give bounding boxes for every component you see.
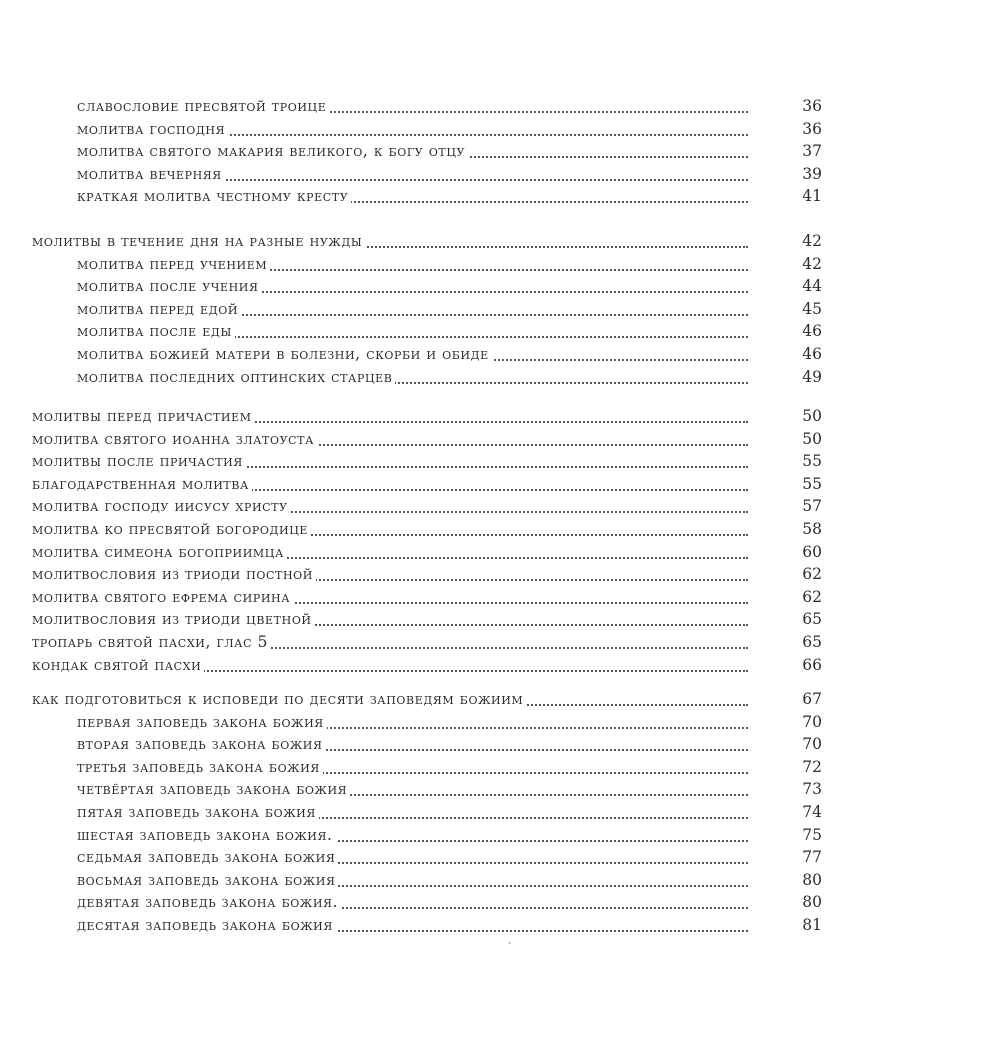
toc-page-number: 70 — [802, 713, 822, 731]
toc-page-number: 65 — [802, 633, 822, 651]
toc-entry — [0, 276, 1000, 298]
toc-entry-title: четвёртая заповедь закона божия — [77, 779, 350, 799]
toc-entry — [0, 496, 1000, 518]
toc-entry — [0, 254, 1000, 276]
toc-page-number: 72 — [802, 758, 822, 776]
toc-entry-title: молитва вечерняя — [77, 164, 225, 184]
toc-page-number: 39 — [802, 165, 822, 183]
toc-entry-title: славословие пресвятой троице — [77, 96, 329, 116]
toc-entry — [0, 712, 1000, 734]
toc-page-number: 44 — [802, 277, 822, 295]
toc-entry — [0, 892, 1000, 914]
toc-page-number: 45 — [802, 300, 822, 318]
toc-entry — [0, 542, 1000, 564]
toc-entry — [0, 429, 1000, 451]
toc-entry-title: молитва святого ефрема сирина — [32, 587, 293, 607]
toc-entry — [0, 119, 1000, 141]
toc-entry — [0, 609, 1000, 631]
toc-entry — [0, 757, 1000, 779]
toc-entry — [0, 564, 1000, 586]
toc-entry-title: третья заповедь закона божия — [77, 757, 323, 777]
toc-entry — [0, 231, 1000, 253]
toc-entry — [0, 779, 1000, 801]
toc-entry — [0, 406, 1000, 428]
toc-page-number: 58 — [802, 520, 822, 538]
toc-page-number: 73 — [802, 780, 822, 798]
paper-speck — [508, 942, 511, 944]
toc-entry-title: девятая заповедь закона божия. — [77, 892, 341, 912]
toc-page-number: 77 — [802, 848, 822, 866]
toc-entry — [0, 689, 1000, 711]
toc-page-number: 80 — [802, 871, 822, 889]
toc-entry — [0, 367, 1000, 389]
toc-entry-title: молитва святого макария великого, к богу отцу — [77, 141, 468, 161]
toc-page-number: 37 — [802, 142, 822, 160]
toc-entry — [0, 870, 1000, 892]
toc-entry — [0, 655, 1000, 677]
toc-page-number: 36 — [802, 120, 822, 138]
toc-entry-title: молитва божией матери в болезни, скорби и обиде — [77, 344, 492, 364]
toc-entry-title: пятая заповедь закона божия — [77, 802, 319, 822]
toc-entry-title: молитва святого иоанна златоуста — [32, 429, 317, 449]
toc-entry-title: кондак святой пасхи — [32, 655, 204, 675]
toc-entry-title: молитвы в течение дня на разные нужды — [32, 231, 365, 251]
toc-entry — [0, 451, 1000, 473]
toc-entry-title: молитвы перед причастием — [32, 406, 255, 426]
toc-entry-title: молитва перед учением — [77, 254, 270, 274]
toc-entry — [0, 344, 1000, 366]
toc-entry-title: молитва после учения — [77, 276, 261, 296]
toc-entry — [0, 321, 1000, 343]
toc-page-number: 41 — [802, 187, 822, 205]
toc-entry-title: вторая заповедь закона божия — [77, 734, 325, 754]
toc-page-number: 55 — [802, 475, 822, 493]
toc-page-number: 67 — [802, 690, 822, 708]
toc-page-number: 42 — [802, 255, 822, 273]
toc-entry — [0, 519, 1000, 541]
toc-entry — [0, 915, 1000, 937]
toc-entry — [0, 164, 1000, 186]
toc-entry-title: молитва после еды — [77, 321, 235, 341]
toc-page-number: 55 — [802, 452, 822, 470]
toc-entry — [0, 186, 1000, 208]
toc-page-number: 50 — [802, 430, 822, 448]
toc-page-number: 57 — [802, 497, 822, 515]
toc-page-number: 49 — [802, 368, 822, 386]
toc-page-number: 62 — [802, 588, 822, 606]
toc-entry — [0, 802, 1000, 824]
toc-entry — [0, 825, 1000, 847]
toc-page-number: 36 — [802, 97, 822, 115]
toc-page-number: 62 — [802, 565, 822, 583]
toc-entry-title: молитва последних оптинских старцев — [77, 367, 395, 387]
toc-entry-title: молитвословия из триоди постной — [32, 564, 316, 584]
toc-entry — [0, 474, 1000, 496]
toc-entry — [0, 734, 1000, 756]
toc-entry-title: восьмая заповедь закона божия — [77, 870, 338, 890]
toc-page-number: 75 — [802, 826, 822, 844]
toc-entry — [0, 141, 1000, 163]
toc-page-number: 42 — [802, 232, 822, 250]
toc-entry-title: десятая заповедь закона божия — [77, 915, 336, 935]
toc-entry-title: молитва симеона богоприимца — [32, 542, 287, 562]
toc-entry — [0, 847, 1000, 869]
toc-entry-title: молитвословия из триоди цветной — [32, 609, 315, 629]
toc-page-number: 46 — [802, 322, 822, 340]
toc-page-number: 50 — [802, 407, 822, 425]
toc-entry-title: молитва ко пресвятой богородице — [32, 519, 311, 539]
toc-entry — [0, 96, 1000, 118]
toc-entry-title: молитва господня — [77, 119, 228, 139]
toc-entry-title: первая заповедь закона божия — [77, 712, 327, 732]
toc-entry-title: молитва перед едой — [77, 299, 241, 319]
toc-page-number: 66 — [802, 656, 822, 674]
toc-page-number: 60 — [802, 543, 822, 561]
toc-entry — [0, 587, 1000, 609]
toc-entry-title: молитвы после причастия — [32, 451, 246, 471]
toc-page-number: 81 — [802, 916, 822, 934]
toc-page-number: 80 — [802, 893, 822, 911]
toc-entry-title: благодарственная молитва — [32, 474, 252, 494]
toc-entry-title: молитва господу иисусу христу — [32, 496, 291, 516]
toc-entry — [0, 299, 1000, 321]
toc-page-number: 70 — [802, 735, 822, 753]
toc-entry-title: тропарь святой пасхи, глас 5 — [32, 632, 271, 652]
toc-entry-title: как подготовиться к исповеди по десяти заповедям божиим — [32, 689, 526, 709]
toc-entry-title: седьмая заповедь закона божия — [77, 847, 338, 867]
toc-page-number: 74 — [802, 803, 822, 821]
toc-entry — [0, 632, 1000, 654]
toc-page-number: 46 — [802, 345, 822, 363]
toc-page-number: 65 — [802, 610, 822, 628]
toc-entry-title: краткая молитва честному кресту — [77, 186, 351, 206]
toc-entry-title: шестая заповедь закона божия. — [77, 825, 336, 845]
